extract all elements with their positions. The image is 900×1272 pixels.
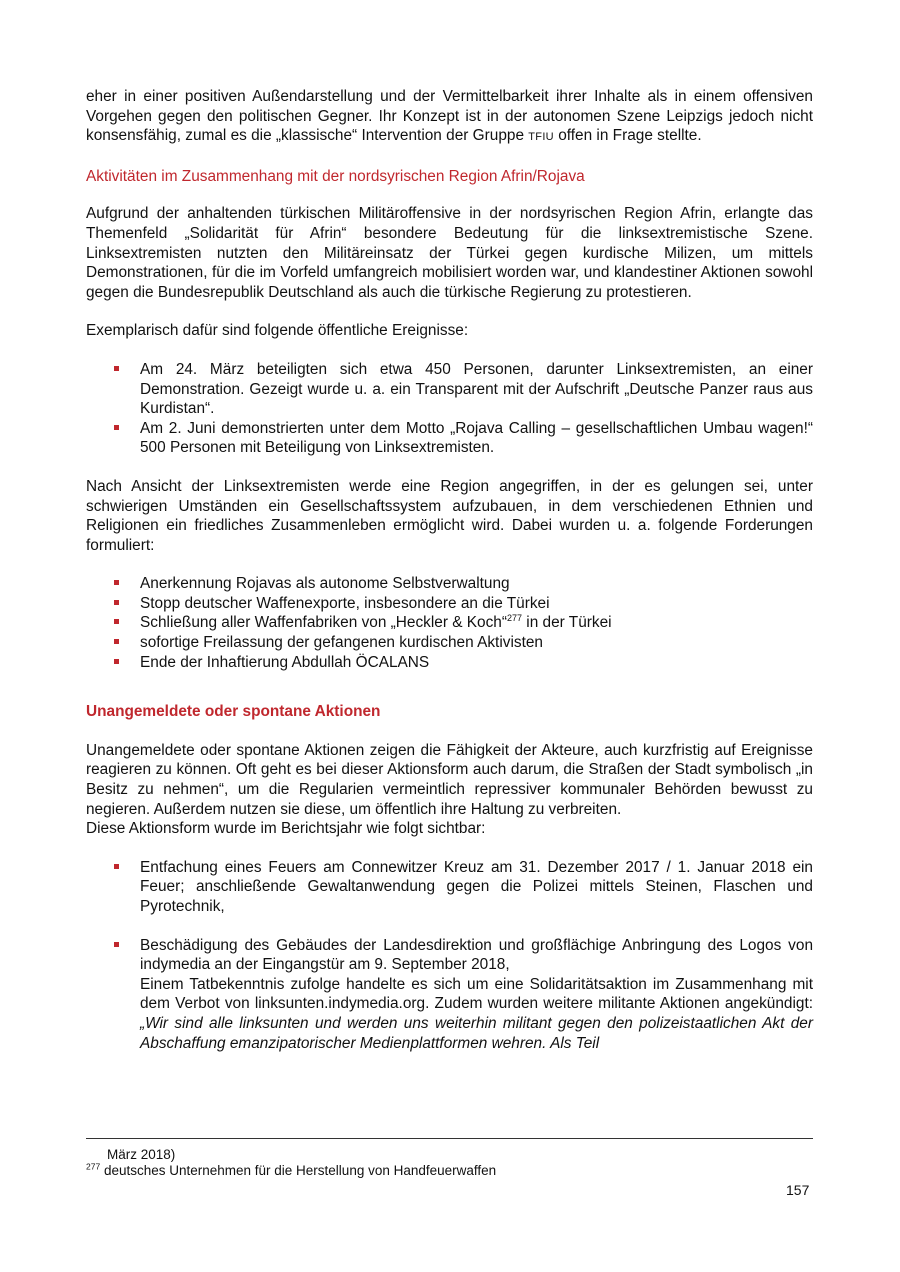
list-item: Stopp deutscher Waffenexporte, insbesondere an die Türkei [140,594,813,614]
group-name: TFIU [528,131,554,144]
document-body [86,87,813,1053]
list-item: Ende der Inhaftierung Abdullah ÖCALANS [140,653,813,673]
list-item: Entfachung eines Feuers am Connewitzer Kreuz am 31. Dezember 2017 / 1. Januar 2018 ein Feuer; anschließende Gewaltanwendung gegen die Polizei mittels Steinen, Flaschen und Pyrotechnik, [140,858,813,915]
footnote-ref: 277 [506,613,523,624]
footnote-277: $^{277}$ deutsches Unternehmen für die Herstellung von Handfeuerwaffen [86,1161,497,1178]
footnote-divider [86,1138,813,1139]
list-item: Anerkennung Rojavas als autonome Selbstverwaltung [140,574,813,594]
action-list [86,858,813,917]
list-item: Schließung aller Waffenfabriken von „Heckler & Koch“$^{277}$ in der Türkei [140,613,813,633]
list-item: Am 24. März beteiligten sich etwa 450 Personen, darunter Linksextremisten, an einer Demonstration. Gezeigt wurde u. a. ein Transparent mit der Aufschrift „Deutsche Panzer raus aus Kurdistan“. [140,360,813,418]
section-heading: Unangemeldete oder spontane Aktionen [86,703,381,721]
paragraph-demands-intro: Nach Ansicht der Linksextremisten werde eine Region angegriffen, in der es gelungen sei, unter schwierigen Umständen ein Gesellschaftssystem aufzubauen, in dem verschiedenen Ethnien und Religionen ein friedliches Zusammenleben ermöglicht wird. Dabei wurden u. a. folgende Forderungen formuliert: [86,477,813,554]
list-item: sofortige Freilassung der gefangenen kurdischen Aktivisten [140,633,813,653]
paragraph-visible: Diese Aktionsform wurde im Berichtsjahr wie folgt sichtbar: [86,820,486,838]
list-item: Beschädigung des Gebäudes der Landesdirektion und großflächige Anbringung des Logos von indymedia an der Eingangstür am 9. September 2018, Einem Tatbekenntnis zufolge handelte es sich um eine Solidaritätsaktion im Zusammenhang mit dem Verbot von linksunten.indymedia.org. Zudem wurden weitere militante Aktionen angekündigt: „Wir sind alle linksunten und werden uns weiterhin militant gegen den polizeistaatlichen Akt der Abschaffung emanzipatorischer Medienplattformen wehren. Als Teil [140,936,813,1052]
list-item: Am 2. Juni demonstrierten unter dem Motto „Rojava Calling – gesellschaftlichen Umbau wagen!“ 500 Personen mit Beteiligung von Linksextremisten. [140,419,813,457]
paragraph-spontaneous: Unangemeldete oder spontane Aktionen zeigen die Fähigkeit der Akteure, auch kurzfristig auf Ereignisse reagieren zu können. Oft geht es bei dieser Aktionsform auch darum, die Straßen der Stadt symbolisch „in Besitz zu nehmen“, um die Regularien vermeintlich repressiver kommunaler Behörden bewusst zu negieren. Außerdem nutzen sie diese, um öffentlich ihre Haltung zu verbreiten. [86,741,813,818]
footnote-continued: März 2018) [107,1147,176,1162]
event-list [86,360,813,458]
quote: „Wir sind alle linksunten und werden uns weiterhin militant gegen den polizeistaatlichen Akt der Abschaffung emanzipatorischer Medienplattformen wehren. Als Teil [140,1014,813,1052]
subheading-afrin: Aktivitäten im Zusammenhang mit der nordsyrischen Region Afrin/Rojava [86,167,585,185]
page-number: 157 [786,1182,810,1198]
action-list-2 [86,936,813,1054]
paragraph-examples: Exemplarisch dafür sind folgende öffentliche Ereignisse: [86,322,469,340]
paragraph-afrin: Aufgrund der anhaltenden türkischen Militäroffensive in der nordsyrischen Region Afrin, erlangte das Themenfeld „Solidarität für Afrin“ besondere Bedeutung für die linksextremistische Szene. Linksextremisten nutzten den Militäreinsatz der Türkei gegen kurdische Milizen, um mittels Demonstrationen, für die im Vorfeld umfangreich mobilisiert worden war, und klandestiner Aktionen sowohl gegen die Bundesrepublik Deutschland als auch die türkische Regierung zu protestieren. [86,205,813,301]
paragraph-intro: eher in einer positiven Außendarstellung und der Vermittelbarkeit ihrer Inhalte als in einem offensiven Vorgehen gegen den politischen Gegner. Ihr Konzept ist in der autonomen Szene Leipzigs jedoch nicht konsensfähig, zumal es die „klassische“ Intervention der Gruppe TFIU offen in Frage stellte. [86,88,813,145]
demand-list [86,574,813,672]
